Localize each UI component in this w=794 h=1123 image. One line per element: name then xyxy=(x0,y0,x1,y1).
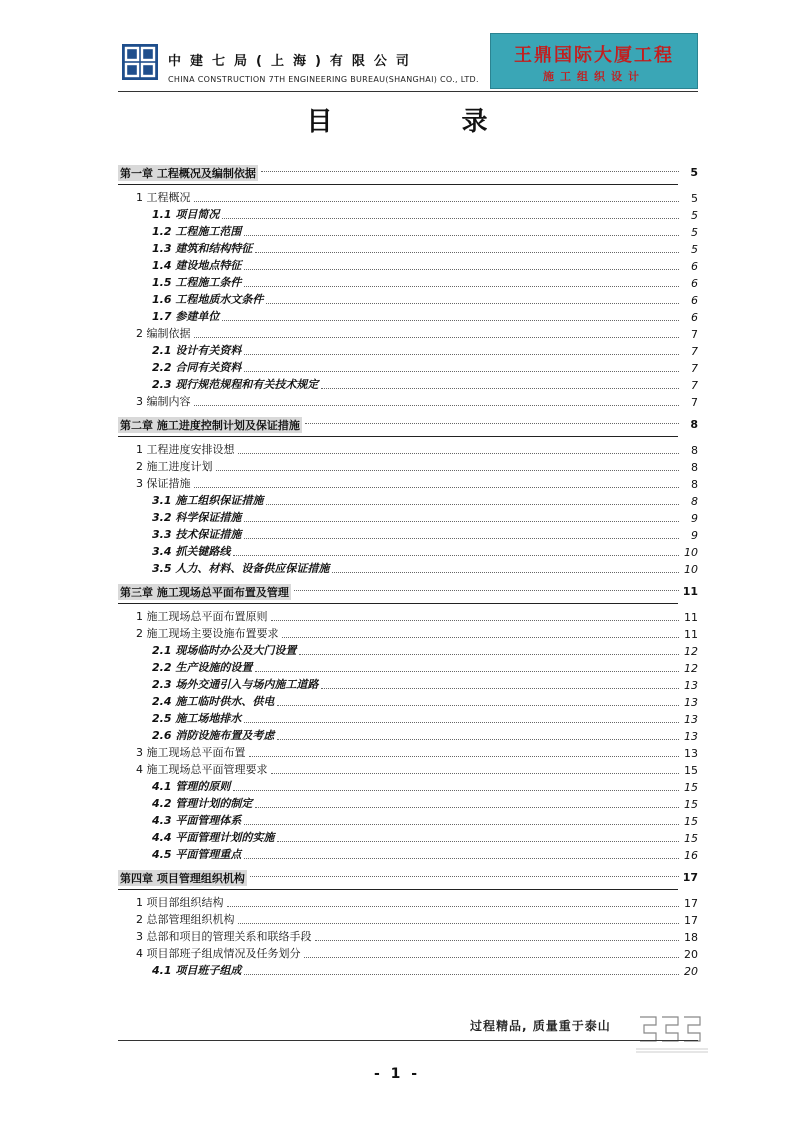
toc-entry-label: 3 总部和项目的管理关系和联络手段 xyxy=(136,930,312,943)
toc-entry-label: 1.1 项目简况 xyxy=(152,208,220,221)
toc-entry-label: 4.2 管理计划的制定 xyxy=(152,797,253,810)
company-name-cn: 中建七局(上海)有限公司 xyxy=(168,54,418,69)
footer-divider xyxy=(118,1040,698,1041)
toc-entry-label: 3.1 施工组织保证措施 xyxy=(152,494,264,507)
toc-page-number: 20 xyxy=(684,965,698,978)
toc-entry-label: 2.2 生产设施的设置 xyxy=(152,661,253,674)
toc-entry-label: 1.2 工程施工范围 xyxy=(152,225,242,238)
toc-chapter[interactable] xyxy=(118,576,698,607)
chapter-underline xyxy=(118,603,678,604)
toc-entry[interactable] xyxy=(118,777,698,794)
toc-leader-dots xyxy=(266,504,679,505)
toc-entry-label: 1.3 建筑和结构特征 xyxy=(152,242,253,255)
toc-leader-dots xyxy=(271,620,680,621)
toc-entry-label: 1.4 建设地点特征 xyxy=(152,259,242,272)
decorative-stripes-icon xyxy=(636,1011,708,1055)
toc-page-number: 11 xyxy=(684,611,698,624)
toc-entry-label: 2.6 消防设施布置及考虑 xyxy=(152,729,275,742)
page-number: - 1 - xyxy=(373,1066,421,1082)
toc-leader-dots xyxy=(332,572,679,573)
toc-entry[interactable] xyxy=(118,358,698,375)
toc-leader-dots xyxy=(282,637,680,638)
toc-entry-label: 1 工程概况 xyxy=(136,191,191,204)
project-name: 王鼎国际大厦工程 xyxy=(514,45,674,66)
chapter-underline xyxy=(118,184,678,185)
toc-entry-label: 2.3 现行规范规程和有关技术规定 xyxy=(152,378,319,391)
toc-leader-dots xyxy=(255,252,679,253)
toc-leader-dots xyxy=(261,171,679,172)
toc-page-number: 8 xyxy=(691,478,698,491)
toc-leader-dots xyxy=(277,739,679,740)
toc-entry-label: 4.1 项目班子组成 xyxy=(152,964,242,977)
toc-entry-label: 2.5 施工场地排水 xyxy=(152,712,242,725)
toc-page-number: 17 xyxy=(684,897,698,910)
toc-leader-dots xyxy=(194,201,680,202)
toc-entry-label: 4.5 平面管理重点 xyxy=(152,848,242,861)
toc-chapter[interactable] xyxy=(118,409,698,440)
toc-entry-label: 2 总部管理组织机构 xyxy=(136,913,235,926)
toc-leader-dots xyxy=(249,756,680,757)
toc-page-number: 16 xyxy=(684,849,698,862)
toc-page-number: 13 xyxy=(684,696,698,709)
toc-page-number: 7 xyxy=(691,345,698,358)
toc-entry-label: 2.3 场外交通引入与场内施工道路 xyxy=(152,678,319,691)
toc-page-number: 10 xyxy=(684,546,698,559)
toc-entry-label: 3 施工现场总平面布置 xyxy=(136,746,246,759)
toc-page-number: 9 xyxy=(691,512,698,525)
toc-entry-label: 1 施工现场总平面布置原则 xyxy=(136,610,268,623)
toc-page-number: 13 xyxy=(684,730,698,743)
toc-leader-dots xyxy=(305,423,679,424)
toc-page-number: 11 xyxy=(684,628,698,641)
toc-entry[interactable] xyxy=(118,828,698,845)
toc-page-number: 6 xyxy=(691,260,698,273)
toc-entry-label: 4.3 平面管理体系 xyxy=(152,814,242,827)
toc-leader-dots xyxy=(321,688,679,689)
toc-leader-dots xyxy=(315,940,680,941)
toc-entry[interactable] xyxy=(118,239,698,256)
toc-chapter[interactable] xyxy=(118,157,698,188)
toc-page-number: 5 xyxy=(690,166,698,179)
toc-page-number: 15 xyxy=(684,781,698,794)
toc-entry-label: 4.1 管理的原则 xyxy=(152,780,231,793)
toc-page-number: 15 xyxy=(684,815,698,828)
toc-leader-dots xyxy=(227,906,680,907)
toc-leader-dots xyxy=(244,354,679,355)
toc-page-number: 8 xyxy=(691,461,698,474)
toc-entry[interactable] xyxy=(118,910,698,927)
toc-leader-dots xyxy=(194,337,680,338)
toc-leader-dots xyxy=(250,876,679,877)
project-subtitle: 施工组织设计 xyxy=(543,70,645,83)
toc-leader-dots xyxy=(277,705,679,706)
toc-entry-label: 2 编制依据 xyxy=(136,327,191,340)
toc-page-number: 6 xyxy=(691,277,698,290)
toc-entry[interactable] xyxy=(118,961,698,978)
toc-entry[interactable] xyxy=(118,743,698,760)
toc-leader-dots xyxy=(244,235,679,236)
toc-leader-dots xyxy=(238,923,680,924)
toc-leader-dots xyxy=(271,773,680,774)
company-name-en: CHINA CONSTRUCTION 7TH ENGINEERING BUREAU(SHANGHAI) CO., LTD. xyxy=(168,75,479,84)
toc-entry-label: 4.4 平面管理计划的实施 xyxy=(152,831,275,844)
toc-page-number: 7 xyxy=(691,328,698,341)
toc-leader-dots xyxy=(194,487,680,488)
toc-page-number: 20 xyxy=(684,948,698,961)
toc-page-number: 5 xyxy=(691,226,698,239)
toc-leader-dots xyxy=(294,590,679,591)
toc-entry[interactable] xyxy=(118,927,698,944)
toc-entry[interactable] xyxy=(118,324,698,341)
toc-leader-dots xyxy=(238,453,680,454)
toc-entry-label: 3 保证措施 xyxy=(136,477,191,490)
toc-entry[interactable] xyxy=(118,341,698,358)
toc-entry[interactable] xyxy=(118,726,698,743)
toc-entry-label: 1.7 参建单位 xyxy=(152,310,220,323)
toc-page-number: 17 xyxy=(684,914,698,927)
toc-page-number: 8 xyxy=(690,418,698,431)
toc-entry-label: 3.2 科学保证措施 xyxy=(152,511,242,524)
table-of-contents xyxy=(118,157,698,978)
toc-entry-label: 3.4 抓关键路线 xyxy=(152,545,231,558)
toc-entry[interactable] xyxy=(118,273,698,290)
toc-page-number: 15 xyxy=(684,764,698,777)
toc-entry[interactable] xyxy=(118,508,698,525)
toc-page-number: 5 xyxy=(691,192,698,205)
toc-page-number: 13 xyxy=(684,713,698,726)
toc-leader-dots xyxy=(244,824,679,825)
toc-entry-label: 2 施工进度计划 xyxy=(136,460,213,473)
toc-entry[interactable] xyxy=(118,692,698,709)
toc-entry[interactable] xyxy=(118,525,698,542)
toc-leader-dots xyxy=(222,218,679,219)
toc-entry[interactable] xyxy=(118,944,698,961)
toc-leader-dots xyxy=(304,957,680,958)
toc-entry-label: 1 项目部组织结构 xyxy=(136,896,224,909)
toc-entry[interactable] xyxy=(118,307,698,324)
toc-entry-label: 1.5 工程施工条件 xyxy=(152,276,242,289)
toc-entry-label: 3.5 人力、材料、设备供应保证措施 xyxy=(152,562,330,575)
toc-entry[interactable] xyxy=(118,205,698,222)
toc-entry-label: 1.6 工程地质水文条件 xyxy=(152,293,264,306)
toc-entry-label: 第四章 项目管理组织机构 xyxy=(120,871,245,885)
toc-entry[interactable] xyxy=(118,675,698,692)
toc-leader-dots xyxy=(266,303,679,304)
cscec-logo-icon xyxy=(122,44,158,80)
toc-entry[interactable] xyxy=(118,188,698,205)
toc-page-number: 5 xyxy=(691,243,698,256)
page-header xyxy=(118,30,698,90)
toc-leader-dots xyxy=(222,320,679,321)
toc-entry-label: 3.3 技术保证措施 xyxy=(152,528,242,541)
toc-page-number: 11 xyxy=(682,585,698,598)
toc-entry[interactable] xyxy=(118,658,698,675)
toc-entry[interactable] xyxy=(118,760,698,777)
toc-page-number: 7 xyxy=(691,362,698,375)
toc-entry[interactable] xyxy=(118,392,698,409)
toc-leader-dots xyxy=(244,269,679,270)
toc-entry[interactable] xyxy=(118,607,698,624)
toc-page-number: 10 xyxy=(684,563,698,576)
toc-leader-dots xyxy=(299,654,679,655)
toc-page-number: 13 xyxy=(684,679,698,692)
toc-entry[interactable] xyxy=(118,893,698,910)
toc-leader-dots xyxy=(321,388,679,389)
toc-page-number: 9 xyxy=(691,529,698,542)
toc-leader-dots xyxy=(216,470,680,471)
toc-entry[interactable] xyxy=(118,375,698,392)
motto: 过程精品, 质量重于泰山 xyxy=(470,1019,611,1033)
chapter-underline xyxy=(118,889,678,890)
toc-page-number: 15 xyxy=(684,798,698,811)
toc-entry-label: 2.2 合同有关资料 xyxy=(152,361,242,374)
toc-entry-label: 4 项目部班子组成情况及任务划分 xyxy=(136,947,301,960)
toc-leader-dots xyxy=(277,841,679,842)
toc-entry[interactable] xyxy=(118,440,698,457)
toc-entry[interactable] xyxy=(118,457,698,474)
toc-entry[interactable] xyxy=(118,845,698,862)
toc-leader-dots xyxy=(233,555,679,556)
toc-leader-dots xyxy=(244,521,679,522)
toc-page-number: 13 xyxy=(684,747,698,760)
toc-entry[interactable] xyxy=(118,559,698,576)
toc-leader-dots xyxy=(233,790,679,791)
toc-leader-dots xyxy=(255,671,679,672)
toc-entry-label: 2.1 设计有关资料 xyxy=(152,344,242,357)
toc-entry-label: 第二章 施工进度控制计划及保证措施 xyxy=(120,418,300,432)
toc-page-number: 17 xyxy=(682,871,698,884)
toc-entry[interactable] xyxy=(118,256,698,273)
toc-page-number: 7 xyxy=(691,379,698,392)
toc-entry-label: 4 施工现场总平面管理要求 xyxy=(136,763,268,776)
toc-entry-label: 第一章 工程概况及编制依据 xyxy=(120,166,256,180)
toc-page-number: 6 xyxy=(691,294,698,307)
toc-page-number: 6 xyxy=(691,311,698,324)
toc-entry-label: 1 工程进度安排设想 xyxy=(136,443,235,456)
toc-leader-dots xyxy=(244,858,679,859)
toc-entry-label: 第三章 施工现场总平面布置及管理 xyxy=(120,585,289,599)
toc-entry[interactable] xyxy=(118,709,698,726)
toc-leader-dots xyxy=(244,538,679,539)
chapter-underline xyxy=(118,436,678,437)
toc-entry[interactable] xyxy=(118,811,698,828)
toc-entry[interactable] xyxy=(118,641,698,658)
toc-page-number: 12 xyxy=(684,662,698,675)
header-divider xyxy=(118,91,698,92)
toc-leader-dots xyxy=(244,371,679,372)
page-title: 目 录 xyxy=(306,107,548,137)
toc-entry[interactable] xyxy=(118,542,698,559)
toc-entry-label: 2 施工现场主要设施布置要求 xyxy=(136,627,279,640)
toc-entry[interactable] xyxy=(118,491,698,508)
toc-entry[interactable] xyxy=(118,794,698,811)
toc-page-number: 8 xyxy=(691,444,698,457)
toc-page-number: 7 xyxy=(691,396,698,409)
toc-entry-label: 2.1 现场临时办公及大门设置 xyxy=(152,644,297,657)
toc-page-number: 8 xyxy=(691,495,698,508)
toc-leader-dots xyxy=(194,405,680,406)
toc-page-number: 15 xyxy=(684,832,698,845)
toc-entry[interactable] xyxy=(118,222,698,239)
toc-entry[interactable] xyxy=(118,290,698,307)
toc-leader-dots xyxy=(244,722,679,723)
toc-leader-dots xyxy=(244,286,679,287)
toc-entry-label: 2.4 施工临时供水、供电 xyxy=(152,695,275,708)
project-banner xyxy=(490,33,698,89)
toc-entry[interactable] xyxy=(118,624,698,641)
toc-leader-dots xyxy=(244,974,679,975)
toc-page-number: 12 xyxy=(684,645,698,658)
toc-entry-label: 3 编制内容 xyxy=(136,395,191,408)
toc-entry[interactable] xyxy=(118,474,698,491)
toc-page-number: 18 xyxy=(684,931,698,944)
toc-leader-dots xyxy=(255,807,679,808)
toc-chapter[interactable] xyxy=(118,862,698,893)
toc-page-number: 5 xyxy=(691,209,698,222)
